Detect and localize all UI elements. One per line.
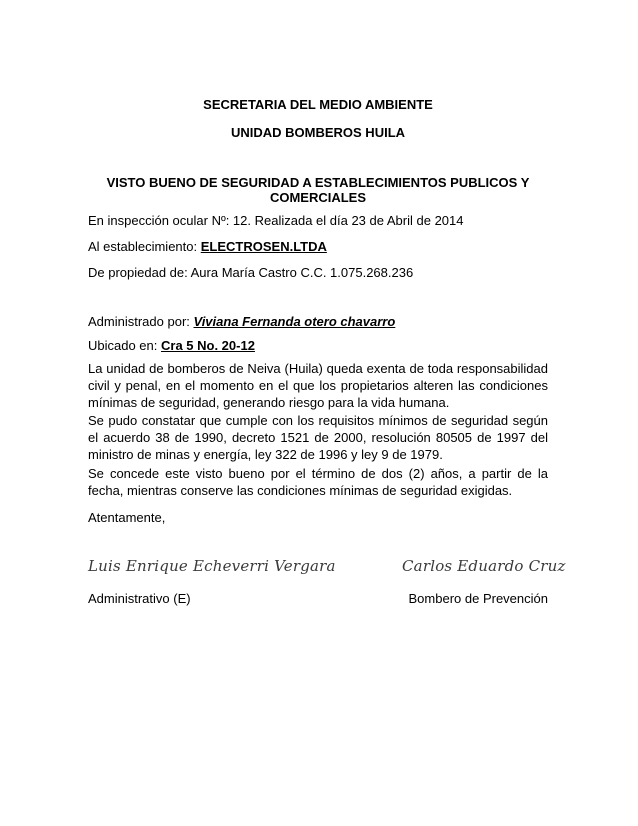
owner-line: De propiedad de: Aura María Castro C.C. 1.075.268.236 [88, 265, 414, 280]
role-left: Administrativo (E) [88, 591, 191, 606]
inspection-line: En inspección ocular Nº: 12. Realizada el día 23 de Abril de 2014 [88, 213, 464, 228]
establishment-label: Al establecimiento: [88, 239, 201, 254]
signature-right: Carlos Eduardo Cruz [402, 557, 566, 575]
establishment-value: ELECTROSEN.LTDA [200, 239, 327, 254]
located-value: Cra 5 No. 20-12 [161, 338, 255, 353]
located-line [88, 337, 548, 354]
role-right: Bombero de Prevención [408, 591, 548, 606]
header-secretaria: SECRETARIA DEL MEDIO AMBIENTE [203, 97, 433, 112]
administered-line [88, 313, 548, 330]
closing-line: Atentamente, [88, 510, 166, 525]
administered-value: Viviana Fernanda otero chavarro [193, 314, 396, 329]
administered-label: Administrado por: [88, 314, 194, 329]
signature-left: Luis Enrique Echeverri Vergara [88, 557, 336, 575]
located-label: Ubicado en: [88, 338, 161, 353]
header-unidad: UNIDAD BOMBEROS HUILA [230, 125, 406, 140]
establishment-line [88, 238, 548, 255]
paragraph-requirements: Se pudo constatar que cumple con los requisitos mínimos de seguridad según el acuerdo 38 de 1990, decreto 1521 de 2000, resolución 80505 de 1997 del ministro de minas y energía, ley 322 de 1996 y ley 9 de 1979. [88, 413, 548, 462]
paragraph-responsibility: La unidad de bomberos de Neiva (Huila) queda exenta de toda responsabilidad civil y penal, en el momento en el que los propietarios alteren las condiciones mínimas de seguridad, generando riesgo para la vida humana. [88, 361, 548, 410]
document-title-line1: VISTO BUENO DE SEGURIDAD A ESTABLECIMIENTOS PUBLICOS Y [106, 175, 530, 190]
paragraph-validity: Se concede este visto bueno por el término de dos (2) años, a partir de la fecha, mientras conserve las condiciones mínimas de seguridad exigidas. [88, 466, 548, 498]
document-title-line2: COMERCIALES [269, 190, 367, 205]
